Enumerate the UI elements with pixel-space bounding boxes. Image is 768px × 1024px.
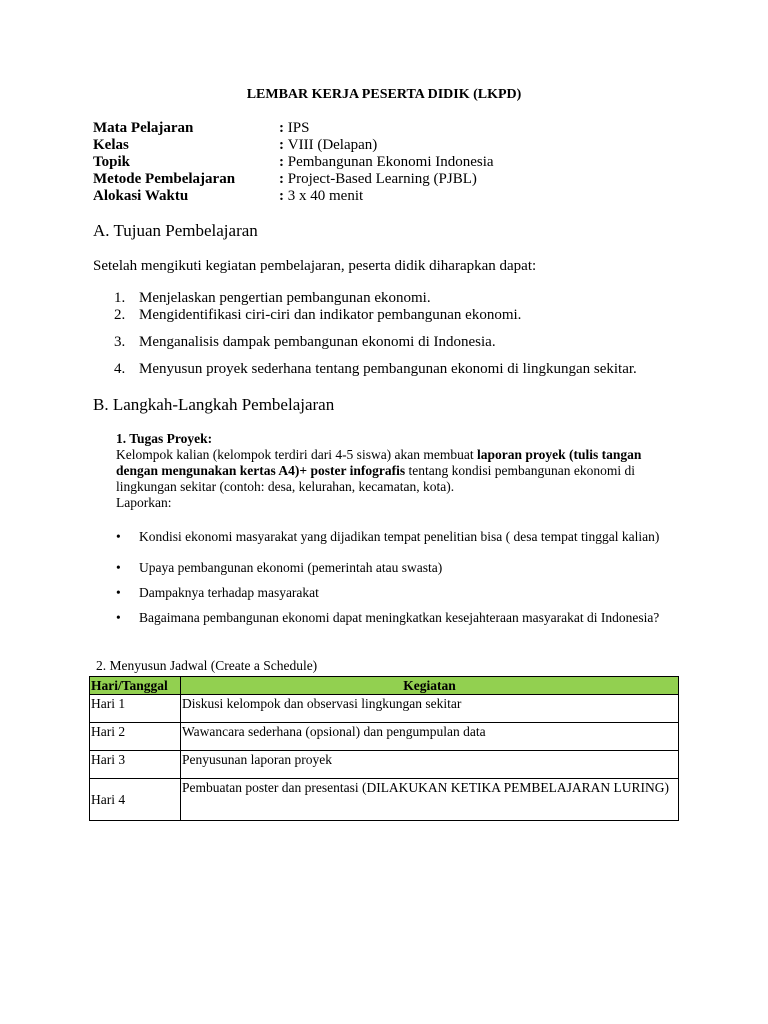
table-header-day: Hari/Tanggal (90, 677, 181, 695)
table-cell-day: Hari 2 (90, 723, 181, 751)
section-a-intro: Setelah mengikuti kegiatan pembelajaran, peserta didik diharapkan dapat: (93, 258, 537, 274)
report-bullet: • Upaya pembangunan ekonomi (pemerintah atau swasta) (116, 560, 443, 575)
section-a-heading: A. Tujuan Pembelajaran (93, 221, 258, 240)
goal-item: 1. Menjelaskan pengertian pembangunan ekonomi. (114, 290, 431, 306)
info-row-time (93, 188, 494, 205)
info-row-subject (93, 120, 494, 137)
info-label: Mata Pelajaran (93, 120, 194, 136)
info-value: : Project-Based Learning (PJBL) (279, 171, 477, 187)
info-row-topic (93, 154, 494, 171)
table-cell-activity: Wawancara sederhana (opsional) dan pengumpulan data (181, 723, 679, 751)
schedule-title: 2. Menyusun Jadwal (Create a Schedule) (96, 658, 318, 673)
info-label: Kelas (93, 137, 129, 153)
info-value: : VIII (Delapan) (279, 137, 378, 153)
info-label: Metode Pembelajaran (93, 171, 236, 187)
task-description: Kelompok kalian (kelompok terdiri dari 4-5 siswa) akan membuat laporan proyek (tulis tangan dengan mengunakan kertas A4)+ poster infografis tentang kondisi pembangunan ekonomi di lingkungan sekitar (contoh: desa, kelurahan, kecamatan, kota). (116, 447, 642, 494)
table-row (90, 695, 679, 723)
task-block (116, 431, 676, 511)
table-header-row (90, 677, 679, 695)
table-row (90, 779, 679, 821)
table-cell-day: Hari 3 (90, 751, 181, 779)
table-header-activity: Kegiatan (181, 677, 679, 695)
info-label: Alokasi Waktu (93, 188, 189, 204)
report-bullet: • Bagaimana pembangunan ekonomi dapat meningkatkan kesejahteraan masyarakat di Indonesia? (116, 610, 660, 625)
report-bullet: • Kondisi ekonomi masyarakat yang dijadikan tempat penelitian bisa ( desa tempat tinggal kalian) (116, 529, 660, 544)
goal-item: 3. Menganalisis dampak pembangunan ekonomi di Indonesia. (114, 334, 496, 350)
info-row-class (93, 137, 494, 154)
table-cell-day: Hari 1 (90, 695, 181, 723)
info-label: Topik (93, 154, 130, 170)
goal-item: 4. Menyusun proyek sederhana tentang pembangunan ekonomi di lingkungan sekitar. (114, 361, 637, 377)
section-b-heading: B. Langkah-Langkah Pembelajaran (93, 395, 335, 414)
table-cell-activity: Penyusunan laporan proyek (181, 751, 679, 779)
info-value: : Pembangunan Ekonomi Indonesia (279, 154, 494, 170)
document-title: LEMBAR KERJA PESERTA DIDIK (LKPD) (246, 87, 522, 102)
schedule-table (89, 676, 679, 821)
table-cell-activity: Pembuatan poster dan presentasi (DILAKUKAN KETIKA PEMBELAJARAN LURING) (181, 779, 679, 821)
info-value: : 3 x 40 menit (279, 188, 364, 204)
report-label: Laporkan: (116, 495, 172, 510)
goal-item: 2. Mengidentifikasi ciri-ciri dan indikator pembangunan ekonomi. (114, 307, 522, 323)
table-cell-activity: Diskusi kelompok dan observasi lingkungan sekitar (181, 695, 679, 723)
report-bullet: • Dampaknya terhadap masyarakat (116, 585, 319, 600)
info-value: : IPS (279, 120, 310, 136)
task-heading: 1. Tugas Proyek: (116, 431, 213, 446)
table-row (90, 723, 679, 751)
table-cell-day: Hari 4 (90, 779, 181, 821)
info-row-method (93, 171, 494, 188)
info-block (93, 120, 494, 205)
table-row (90, 751, 679, 779)
